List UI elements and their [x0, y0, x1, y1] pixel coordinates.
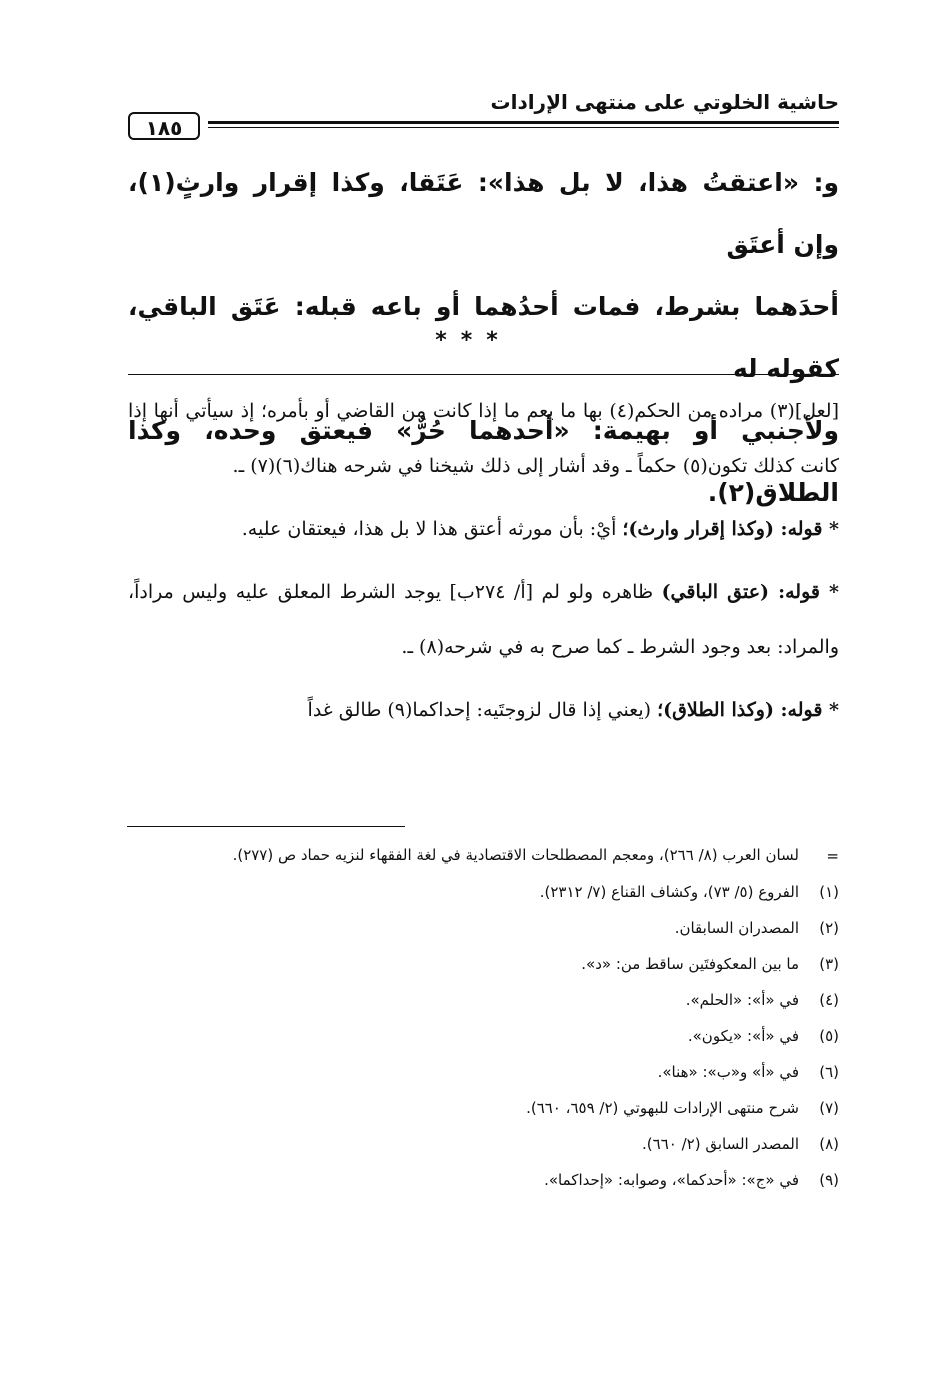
- footnote-number: (٩): [819, 1171, 839, 1189]
- footnote-marker: =: [826, 847, 839, 865]
- footnote: [128, 1162, 839, 1198]
- footnote: [128, 1126, 839, 1162]
- book-title: حاشية الخلوتي على منتهى الإرادات: [490, 90, 839, 114]
- footnote-number: (١): [819, 883, 839, 901]
- footnote: [128, 982, 839, 1018]
- footnote-number: (٤): [819, 991, 839, 1009]
- footnote-number: (٦): [819, 1063, 839, 1081]
- commentary-lead: * قوله: (وكذا إقرار وارث)؛: [622, 518, 839, 540]
- page-number: ١٨٥: [128, 112, 200, 140]
- main-line: ولأجنبي أو بهيمة: «أحدهما حُرٌّ» فيعتق وحده، وكذا الطلاق(٢).: [128, 416, 839, 507]
- footnote-number: (٥): [819, 1027, 839, 1045]
- header-rule-thin: [208, 127, 839, 128]
- footnote: [128, 1090, 839, 1126]
- commentary-paragraph: [128, 502, 839, 557]
- footnote-text: في «أ»: «يكون».: [687, 1027, 799, 1045]
- commentary-divider: [128, 374, 839, 375]
- footnote: [128, 946, 839, 982]
- footnote-text: في «أ» و«ب»: «هنا».: [657, 1063, 799, 1081]
- footnote-text: الفروع (٥/ ٧٣)، وكشاف القناع (٧/ ٢٣١٢).: [539, 883, 799, 901]
- commentary-lead: * قوله: (وكذا الطلاق)؛: [657, 699, 839, 721]
- footnote-text: شرح منتهى الإرادات للبهوتي (٢/ ٦٥٩، ٦٦٠).: [526, 1099, 799, 1117]
- commentary-text: أيْ: بأن مورثه أعتق هذا لا بل هذا، فيعتقان عليه.: [241, 518, 623, 540]
- commentary-text: (يعني إذا قال لزوجتَيه: إحداكما(٩) طالق غداً: [307, 699, 658, 721]
- footnote-text: لسان العرب (٨/ ٢٦٦)، ومعجم المصطلحات الاقتصادية في لغة الفقهاء لنزيه حماد ص (٢٧٧).: [232, 846, 799, 864]
- commentary: [128, 384, 839, 746]
- footnote: [128, 910, 839, 946]
- footnote-number: (٣): [819, 955, 839, 973]
- header-rule: [208, 121, 839, 124]
- footnote: [128, 1054, 839, 1090]
- main-line: و: «اعتقتُ هذا، لا بل هذا»: عَتَقا، وكذا إقرار وارثٍ(١)، وإن أعتَق: [128, 168, 839, 259]
- footnote-continuation: [128, 838, 839, 874]
- commentary-paragraph: [128, 565, 839, 675]
- commentary-paragraph: [لعل](٣) مراده من الحكم(٤) بها ما يعم ما إذا كانت من القاضي أو بأمره؛ إذ سيأتي أنها إذا كانت كذلك تكون(٥) حكماً ـ وقد أشار إلى ذلك شيخنا في شرحه هناك(٦)(٧) ـ.: [128, 400, 839, 477]
- commentary-paragraph: [128, 683, 839, 738]
- footnote-text: المصدر السابق (٢/ ٦٦٠).: [642, 1135, 799, 1153]
- footnote-number: (٢): [819, 919, 839, 937]
- section-separator-stars: ***: [435, 328, 512, 353]
- main-line: أحدَهما بشرط، فمات أحدُهما أو باعه قبله: عَتَق الباقي، كقوله له: [128, 292, 839, 383]
- footnote: [128, 874, 839, 910]
- footnote-number: (٨): [819, 1135, 839, 1153]
- footnote-text: ما بين المعكوفتَين ساقط من: «د».: [581, 955, 799, 973]
- commentary-text: ظاهره ولو لم [أ/ ٢٧٤ب] يوجد الشرط المعلق عليه وليس مراداً، والمراد: بعد وجود الشرط ـ كما صرح به في شرحه(٨) ـ.: [128, 581, 839, 658]
- footnotes: [128, 838, 839, 1198]
- commentary-lead: * قوله: (عتق الباقي): [661, 581, 839, 603]
- footnote: [128, 1018, 839, 1054]
- footnote-text: المصدران السابقان.: [674, 919, 799, 937]
- running-header: [128, 88, 839, 140]
- footnote-number: (٧): [819, 1099, 839, 1117]
- footnote-text: في «ج»: «أحدكما»، وصوابه: «إحداكما».: [544, 1171, 799, 1189]
- footnote-text: في «أ»: «الحلم».: [685, 991, 799, 1009]
- footnote-divider: [127, 826, 405, 827]
